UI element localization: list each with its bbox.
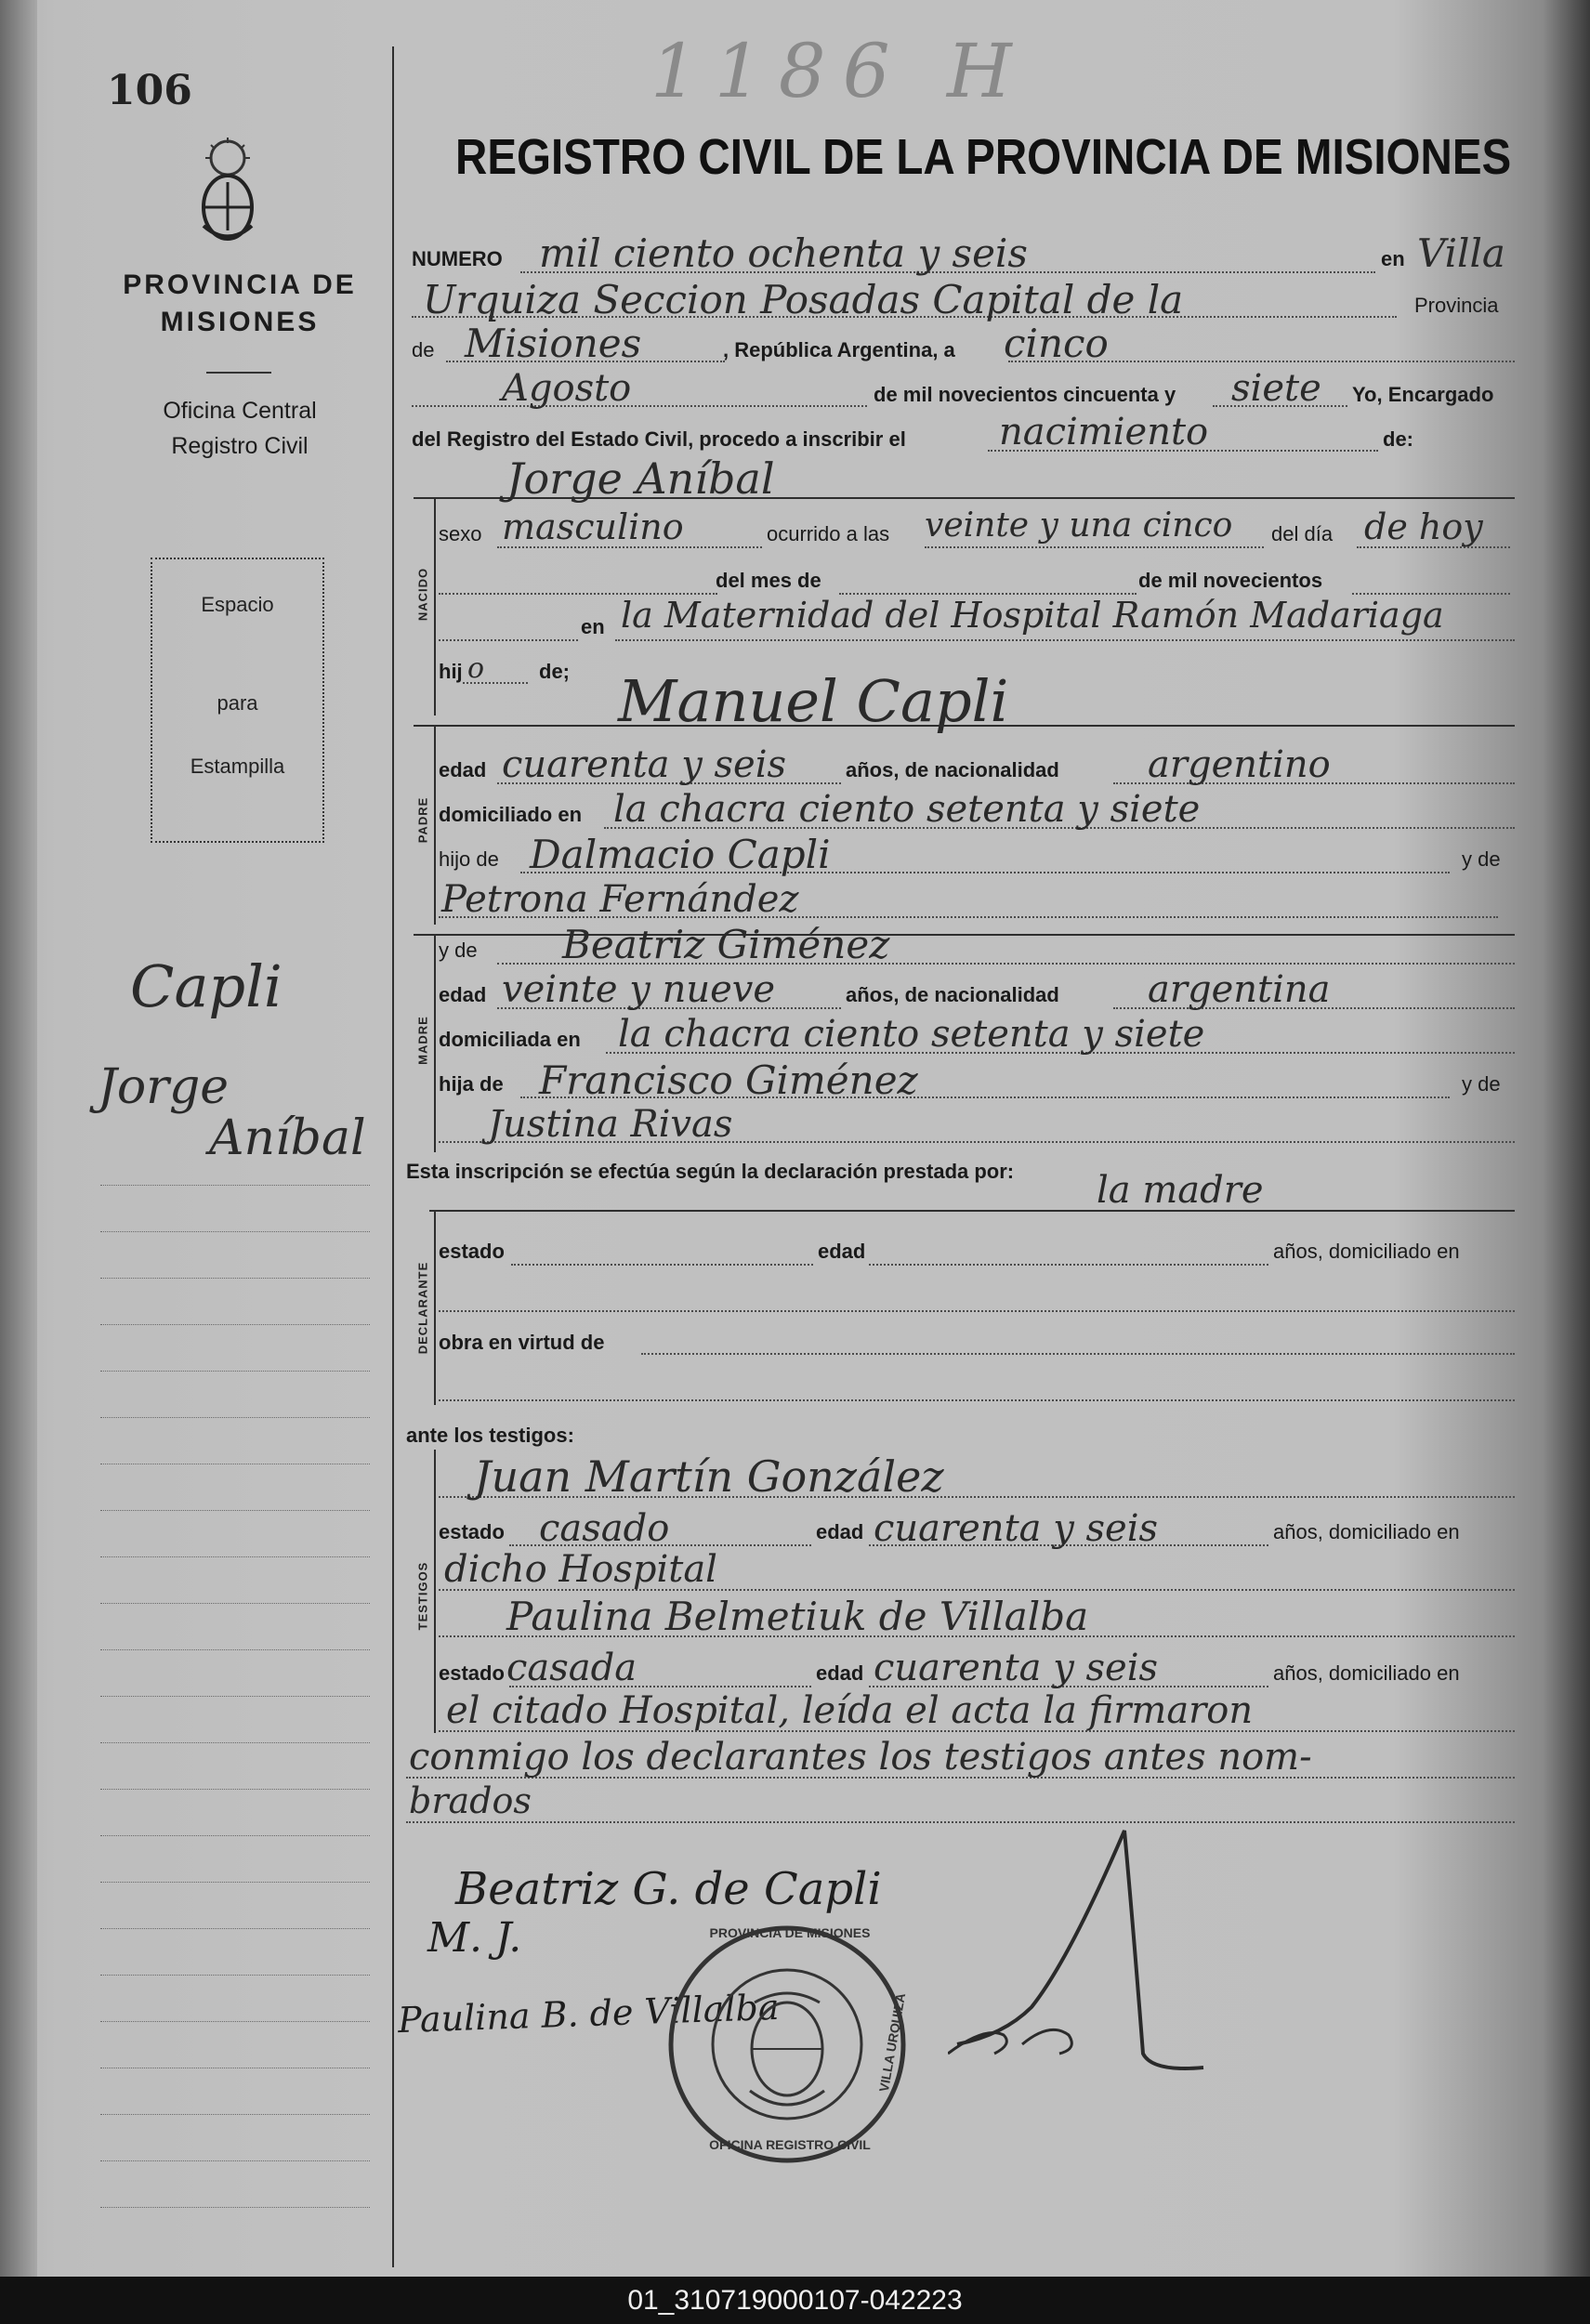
- label-de: de: [412, 338, 435, 361]
- margin-rule: [100, 1789, 370, 1790]
- label-republica: , República Argentina, a: [723, 338, 955, 361]
- seal-text-side: VILLA URQUIZA: [875, 1991, 909, 2094]
- stamp-box: [151, 558, 324, 843]
- label-del-mes: del mes de: [716, 569, 821, 592]
- label-y-de-madre2: y de: [1462, 1072, 1501, 1096]
- signature-witness2: Paulina B. de Villalba: [397, 1986, 781, 2042]
- margin-rule: [100, 1556, 370, 1557]
- page-number: 106: [107, 67, 192, 114]
- value-closing1: el citado Hospital, leída el acta la firmaron: [446, 1689, 1254, 1732]
- label-del-dia: del día: [1271, 522, 1334, 545]
- field-line: [439, 639, 578, 641]
- label-edad-padre: edad: [439, 758, 487, 781]
- divider-short: [206, 372, 271, 374]
- margin-rule: [100, 2021, 370, 2022]
- value-t2-estado: casada: [506, 1647, 637, 1689]
- margin-rule: [100, 1371, 370, 1372]
- field-line: [615, 639, 1515, 641]
- value-testigo2: Paulina Belmetiuk de Villalba: [506, 1594, 1089, 1639]
- field-line: [511, 1264, 813, 1266]
- label-edad-madre: edad: [439, 983, 487, 1006]
- label-del-registro: del Registro del Estado Civil, procedo a inscribir el: [412, 427, 906, 451]
- value-closing3: brados: [409, 1780, 532, 1821]
- section-bar-declarante: [434, 1210, 436, 1405]
- label-en-lugar: en: [581, 615, 605, 638]
- value-mes: Agosto: [502, 367, 632, 410]
- value-madre-edad: veinte y nueve: [502, 968, 776, 1011]
- value-t1-edad: cuarenta y seis: [874, 1507, 1159, 1550]
- value-closing2: conmigo los declarantes los testigos antes nom-: [409, 1736, 1312, 1779]
- label-y-de-padre: y de: [1462, 847, 1501, 871]
- label-provincia: Provincia: [1414, 294, 1499, 317]
- label-de-colon: de:: [1383, 427, 1413, 451]
- value-dia-de: de hoy: [1364, 506, 1483, 547]
- label-edad-dec: edad: [818, 1240, 866, 1263]
- label-inscripcion: Esta inscripción se efectúa según la declaración prestada por:: [406, 1160, 1015, 1183]
- margin-rule: [100, 1928, 370, 1929]
- value-anio: siete: [1231, 367, 1321, 410]
- label-anos-dom-dec: años, domiciliado en: [1273, 1240, 1460, 1263]
- page-title: REGISTRO CIVIL DE LA PROVINCIA DE MISIONES: [455, 129, 1512, 185]
- margin-rule: [100, 1324, 370, 1325]
- seal-text-top: PROVINCIA DE MISIONES: [709, 1925, 871, 1940]
- margin-rule: [100, 2207, 370, 2208]
- margin-rule: [100, 1603, 370, 1604]
- field-line: [439, 1399, 1515, 1401]
- left-margin-strip: [0, 0, 37, 2277]
- label-ocurrido: ocurrido a las: [767, 522, 890, 545]
- margin-rule: [100, 1835, 370, 1836]
- value-hijo-suffix: o: [467, 652, 485, 685]
- margin-given2: Aníbal: [209, 1110, 366, 1166]
- section-label-madre: MADRE: [415, 1016, 430, 1065]
- label-en: en: [1381, 247, 1405, 270]
- field-line: [412, 405, 867, 407]
- value-madre-padre: Francisco Giménez: [539, 1057, 918, 1103]
- value-en-lugar: Villa: [1417, 230, 1505, 276]
- value-madre-nac: argentina: [1148, 968, 1331, 1011]
- label-hijo-de: hijo de: [439, 847, 499, 871]
- margin-rule: [100, 1649, 370, 1650]
- section-label-padre: PADRE: [415, 796, 430, 844]
- value-sexo: masculino: [502, 506, 684, 547]
- section-label-declarante: DECLARANTE: [415, 1261, 430, 1355]
- label-mil-nov: de mil novecientos cincuenta y: [874, 383, 1176, 406]
- margin-rule: [100, 1185, 370, 1186]
- province-name-line2: MISIONES: [160, 307, 320, 337]
- margin-rule: [100, 2114, 370, 2115]
- margin-rule: [100, 1975, 370, 1976]
- field-line: [641, 1353, 1515, 1355]
- value-provincia: Misiones: [465, 321, 642, 366]
- value-padre-dom: la chacra ciento setenta y siete: [613, 788, 1201, 831]
- label-dom-madre: domiciliada en: [439, 1028, 581, 1051]
- value-nombre: Jorge Aníbal: [506, 453, 775, 504]
- value-madre-madre: Justina Rivas: [488, 1103, 733, 1146]
- signature-initials: M. J.: [427, 1914, 522, 1962]
- section-top-declarante: [429, 1210, 1515, 1212]
- margin-rule: [100, 1417, 370, 1418]
- margin-rule: [100, 1510, 370, 1511]
- label-hija-de: hija de: [439, 1072, 504, 1096]
- official-seal: [662, 1919, 913, 2170]
- label-obra-virtud: obra en virtud de: [439, 1331, 605, 1354]
- label-anos-dom-t1: años, domiciliado en: [1273, 1520, 1460, 1543]
- stamp-box-line3: Estampilla: [190, 755, 285, 778]
- label-y-de-madre: y de: [439, 939, 478, 962]
- margin-surname: Capli: [130, 952, 283, 1020]
- value-madre-dom: la chacra ciento setenta y siete: [618, 1013, 1205, 1056]
- stamp-box-line1: Espacio: [201, 593, 274, 616]
- section-bar-padre: [434, 725, 436, 925]
- label-estado-dec: estado: [439, 1240, 505, 1263]
- section-bar-madre: [434, 934, 436, 1152]
- label-anos-nac-padre: años, de nacionalidad: [846, 758, 1059, 781]
- value-acto: nacimiento: [999, 411, 1209, 453]
- margin-rule: [100, 1742, 370, 1743]
- office-line1: Oficina Central: [163, 398, 317, 424]
- value-t1-estado: casado: [539, 1507, 670, 1550]
- field-line: [869, 1264, 1268, 1266]
- value-madre: Beatriz Giménez: [562, 922, 890, 967]
- margin-rule: [100, 1231, 370, 1232]
- label-de-semicolon: de;: [539, 660, 570, 683]
- value-padre-nac: argentino: [1148, 743, 1331, 786]
- seal-text-bottom: OFICINA REGISTRO CIVIL: [709, 2137, 871, 2152]
- field-line: [925, 546, 1264, 548]
- office-line2: Registro Civil: [171, 433, 309, 459]
- document-id: 01_310719000107-042223: [627, 2285, 963, 2316]
- official-signature: [948, 1821, 1208, 2091]
- label-anos-dom-t2: años, domiciliado en: [1273, 1661, 1460, 1685]
- section-label-nacido: NACIDO: [415, 567, 430, 622]
- value-padre: Manuel Capli: [618, 667, 1009, 735]
- label-anos-nac-madre: años, de nacionalidad: [846, 983, 1059, 1006]
- label-numero: NUMERO: [412, 247, 503, 270]
- value-declarante: la madre: [1097, 1169, 1264, 1212]
- value-t1-dom: dicho Hospital: [444, 1548, 717, 1591]
- margin-rule: [100, 2160, 370, 2161]
- label-hij: hij: [439, 660, 463, 683]
- document-id-bar: [0, 2277, 1590, 2324]
- section-top-padre: [414, 725, 1515, 727]
- value-padre-madre: Petrona Fernández: [441, 878, 799, 921]
- value-lugar-nac: la Maternidad del Hospital Ramón Madariaga: [621, 595, 1444, 636]
- label-dom-padre: domiciliado en: [439, 803, 583, 826]
- value-testigo1: Juan Martín González: [474, 1451, 944, 1502]
- value-t2-edad: cuarenta y seis: [874, 1647, 1159, 1689]
- province-name-line1: PROVINCIA DE: [123, 269, 357, 300]
- label-ante-testigos: ante los testigos:: [406, 1424, 574, 1447]
- value-dia: cinco: [1004, 321, 1109, 366]
- margin-divider: [392, 46, 394, 2267]
- section-bar-testigos: [434, 1450, 436, 1733]
- pencil-note: 1186 H: [650, 28, 1029, 114]
- stamp-box-line2: para: [217, 691, 258, 715]
- margin-rule: [100, 1278, 370, 1279]
- label-de-mil-nov: de mil novecientos: [1138, 569, 1323, 592]
- margin-given1: Jorge: [98, 1059, 230, 1115]
- section-label-testigos: TESTIGOS: [415, 1561, 430, 1631]
- value-padre-padre: Dalmacio Capli: [530, 832, 831, 877]
- coat-of-arms-icon: [191, 138, 265, 249]
- signature-mother: Beatriz G. de Capli: [455, 1863, 882, 1915]
- label-sexo: sexo: [439, 522, 482, 545]
- margin-rule: [100, 1882, 370, 1883]
- label-estado-t2: estado: [439, 1661, 505, 1685]
- value-numero: mil ciento ochenta y seis: [539, 230, 1028, 276]
- section-bar-nacido: [434, 497, 436, 716]
- label-estado-t1: estado: [439, 1520, 505, 1543]
- value-padre-edad: cuarenta y seis: [502, 743, 787, 786]
- value-hora: veinte y una cinco: [925, 506, 1233, 545]
- margin-rule: [100, 1696, 370, 1697]
- field-line: [439, 1310, 1515, 1312]
- value-lugar2: Urquiza Seccion Posadas Capital de la: [423, 277, 1184, 322]
- label-edad-t1: edad: [816, 1520, 864, 1543]
- label-edad-t2: edad: [816, 1661, 864, 1685]
- label-yo-encargado: Yo, Encargado: [1352, 383, 1494, 406]
